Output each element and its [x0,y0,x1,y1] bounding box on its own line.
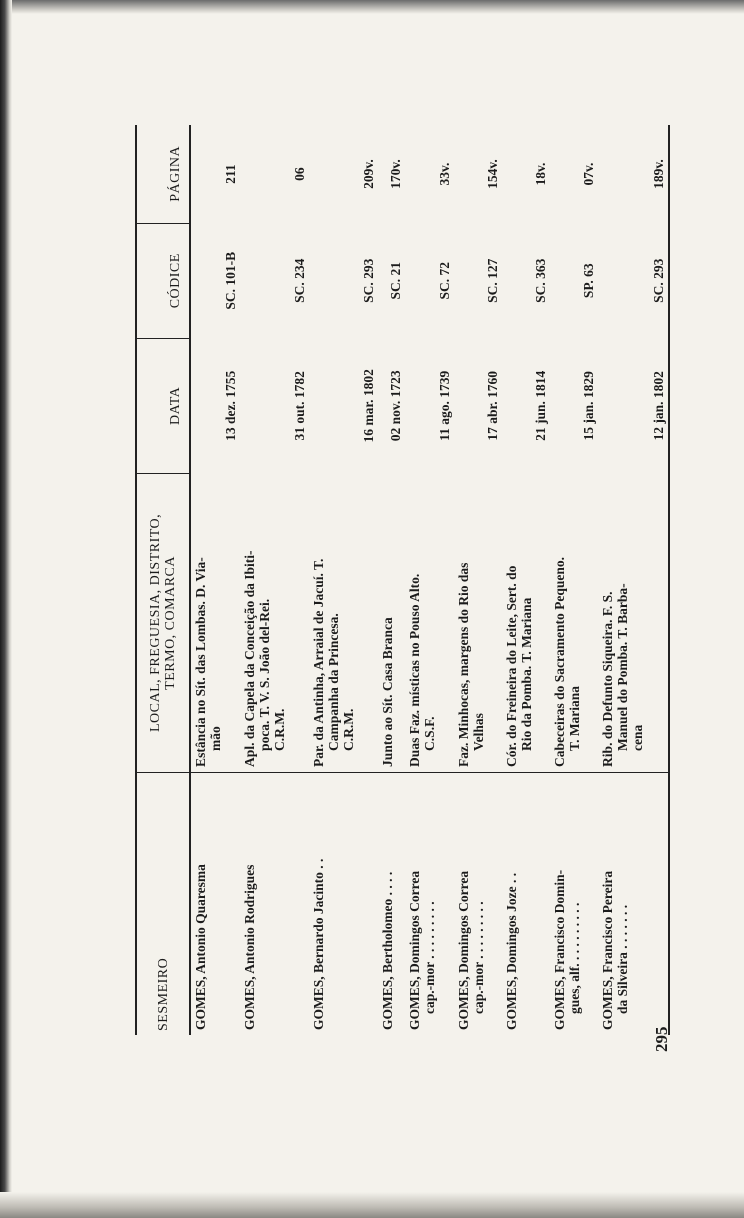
cell-local [378,473,405,772]
sesmeiro-line: cap.-mor . . . . . . . . . [470,901,486,1014]
sesmeiro-line: GOMES, Domingos Correa [455,870,471,1030]
cell-data: 02 nov. 1723 [388,370,404,442]
cell-local [502,473,550,772]
cell-local [550,473,598,772]
local-line: Cór. do Freineira do Leite, Sert. do [503,565,519,767]
local-line: Duas Faz. místicas no Pouso Alto. [407,573,423,767]
header-codice: CÓDICE [136,223,190,338]
cell-local [190,473,240,772]
local-line: Manuel do Pomba. T. Barba- [615,583,631,751]
page-number: 295 [652,1026,671,1052]
table-header-row [136,125,190,1035]
local-line: Par. da Antinha, Arraial de Jacuí. T. [311,558,327,767]
scan-edge-top [0,0,744,14]
local-line: Rib. do Defunto Siqueira. F. S. [600,591,616,767]
local-line: Rio da Pomba. T. Mariana [518,597,534,751]
cell-sesmeiro [550,772,598,1035]
local-line: cena [630,724,646,751]
cell-codice: SC. 127 [484,258,500,303]
scan-edge-bottom [0,1192,744,1218]
sesmeiro-line: GOMES, Antonio Rodrigues [241,864,257,1030]
local-line: C.R.M. [271,708,287,751]
cell-pagina: 33v. [436,162,452,186]
cell-codice: SC. 234 [292,258,308,303]
local-line: Cabeceiras do Sacramento Pequeno. [551,556,567,767]
cell-data: 15 jan. 1829 [581,371,597,441]
local-line: mão [208,726,223,751]
cell-sesmeiro [598,772,669,1035]
cell-codice: SC. 293 [361,258,377,303]
header-sesmeiro: SESMEIRO [136,772,190,1035]
local-line: Estância no Sít. das Lombas. D. Via- [193,557,208,767]
cell-codice: SC. 363 [532,258,548,303]
table-row [502,125,550,1035]
table-row [190,125,240,1035]
cell-pagina: 18v. [532,162,548,186]
cell-sesmeiro [309,772,378,1035]
cell-local [309,473,378,772]
cell-codice: SC. 293 [598,223,669,338]
header-local [136,473,190,772]
cell-data: 17 abr. 1760 [484,371,500,441]
local-line: Campanha da Princesa. [326,613,342,751]
local-line: T. Mariana [566,685,582,751]
cell-codice: SC. 21 [388,261,404,300]
table-body [190,125,669,1035]
sesmeiro-line: GOMES, Francisco Pereira [600,870,616,1030]
cell-pagina: 209v. [361,159,377,189]
cell-local [240,473,309,772]
cell-sesmeiro [240,772,309,1035]
sesmeiro-line: GOMES, Domingos Correa [407,870,423,1030]
sesmeiro-line: gues, alf. . . . . . . . . . [566,902,582,1014]
cell-pagina: 07v. [581,162,597,186]
table-row [240,125,309,1035]
cell-data: 21 jun. 1814 [532,370,548,441]
sesmarias-table [135,125,670,1035]
cell-data: 31 out. 1782 [292,371,308,441]
cell-local [598,473,669,772]
table-row [550,125,598,1035]
cell-local [454,473,502,772]
rotated-table-wrapper [135,125,670,1035]
header-local-line1: LOCAL, FREGUESIA, DISTRITO, [148,513,163,733]
sesmeiro-line: cap.-mor . . . . . . . . . [422,901,438,1014]
table-row [309,125,378,1035]
local-line: C.R.M. [341,708,357,751]
cell-sesmeiro [502,772,550,1035]
header-pagina: PÁGINA [136,125,190,223]
table-row [454,125,502,1035]
cell-pagina: 154v. [484,159,500,189]
cell-codice: SC. 72 [436,261,452,300]
local-line: Faz. Minhocas, margens do Rio das [455,562,471,767]
scan-edge-left [0,0,12,1218]
local-line: Junto ao Sít. Casa Branca [380,617,396,767]
local-line: Velhas [470,713,486,751]
cell-codice: SC. 101-B [222,251,238,310]
header-data: DATA [136,338,190,473]
cell-local [405,473,453,772]
table-row [405,125,453,1035]
cell-data: 11 ago. 1739 [436,370,452,441]
sesmeiro-line: GOMES, Francisco Domin- [551,869,567,1030]
cell-sesmeiro [378,772,405,1035]
cell-sesmeiro [190,772,240,1035]
sesmeiro-line: GOMES, Bertholomeo . . . . [380,871,396,1030]
cell-data: 13 dez. 1755 [222,370,238,441]
cell-pagina: 06 [292,167,308,181]
cell-data: 12 jan. 1802 [598,338,669,473]
table-row [378,125,405,1035]
table-row [598,125,669,1035]
cell-pagina: 170v. [388,159,404,189]
local-line: C.S.F. [422,716,438,751]
cell-data: 16 mar. 1802 [361,369,377,443]
sesmeiro-line: GOMES, Antonio Quaresma [193,864,208,1030]
sesmeiro-line: GOMES, Domingos Joze . . [503,872,519,1030]
header-local-line2: TERMO, COMARCA [163,556,178,690]
local-line: poca. T. V. S. João del-Rei. [256,598,272,751]
sesmeiro-line: da Silveira . . . . . . . [615,904,631,1014]
local-line: Apl. da Capela da Conceição da Ibiti- [241,550,257,767]
cell-pagina: 211 [222,164,238,184]
sesmeiro-line: GOMES, Bernardo Jacinto . . [311,858,327,1030]
cell-codice: SP. 63 [581,263,597,299]
cell-pagina: 189v. [598,125,669,223]
cell-sesmeiro [454,772,502,1035]
cell-sesmeiro [405,772,453,1035]
